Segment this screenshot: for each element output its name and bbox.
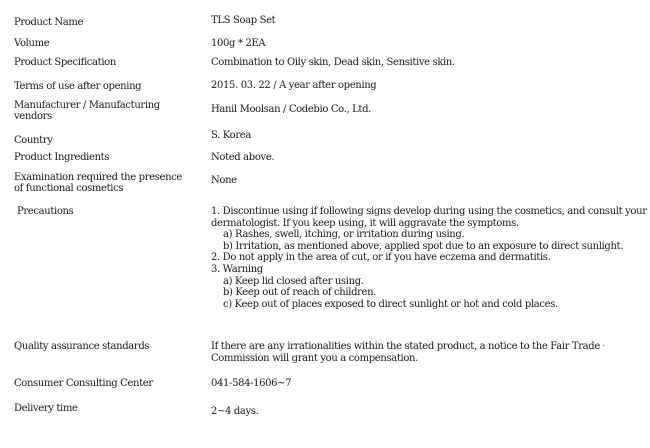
value-quality-line1: If there are any irrationalities within the stated product, a notice to the Fair Trade [211,341,600,352]
label-manufacturer [14,100,184,122]
label-country: Country [14,135,53,146]
value-ingredients: Noted above. [211,152,275,163]
value-volume: 100g * 2EA [211,38,266,49]
label-specification: Product Specification [14,57,116,68]
label-terms: Terms of use after opening [14,81,142,92]
value-consulting: 041-584-1606~7 [211,378,292,389]
value-terms: 2015. 03. 22 / A year after opening [211,80,377,91]
label-product-name: Product Name [14,17,84,28]
value-product-name: TLS Soap Set [211,15,276,26]
label-delivery: Delivery time [14,403,78,414]
value-examination: None [211,175,237,186]
precaution-line: dermatologist. If you keep using, it will aggravate the symptoms. [211,217,519,229]
label-examination [14,172,184,194]
precaution-line: b) Keep out of reach of children. [223,287,377,299]
precaution-line: b) Irritation, as mentioned above, applied spot due to an exposure to direct sunlight. [223,240,624,252]
precautions-list [211,206,647,310]
value-country: S. Korea [211,130,251,141]
label-quality: Quality assurance standards [14,341,150,352]
precaution-line: a) Rashes, swell, itching, or irritation during using. [223,229,465,241]
label-manufacturer-line2: vendors [14,111,52,122]
precaution-line: a) Keep lid closed after using. [223,275,364,287]
label-precautions: Precautions [17,206,74,217]
value-specification: Combination to Oily skin, Dead skin, Sensitive skin. [211,57,455,68]
precaution-line: c) Keep out of places exposed to direct sunlight or hot and cold places. [223,298,558,310]
stray-dot [603,345,604,346]
value-quality-line2: Commission will grant you a compensation. [211,353,418,364]
label-examination-line1: Examination required the presence [14,172,182,183]
label-volume: Volume [14,38,50,49]
precaution-line: 1. Discontinue using if following signs develop during using the cosmetics, and consult your [211,206,647,217]
label-examination-line2: of functional cosmetics [14,183,124,194]
precaution-line: 2. Do not apply in the area of cut, or if you have eczema and dermatitis. [211,252,551,264]
value-manufacturer: Hanil Moolsan / Codebio Co., Ltd. [211,104,371,115]
value-delivery: 2~4 days. [211,406,259,417]
value-quality [211,341,600,365]
label-ingredients: Product Ingredients [14,152,110,163]
label-manufacturer-line1: Manufacturer / Manufacturing [14,100,160,111]
label-consulting: Consumer Consulting Center [14,378,153,389]
precaution-line: 3. Warning [211,263,263,275]
